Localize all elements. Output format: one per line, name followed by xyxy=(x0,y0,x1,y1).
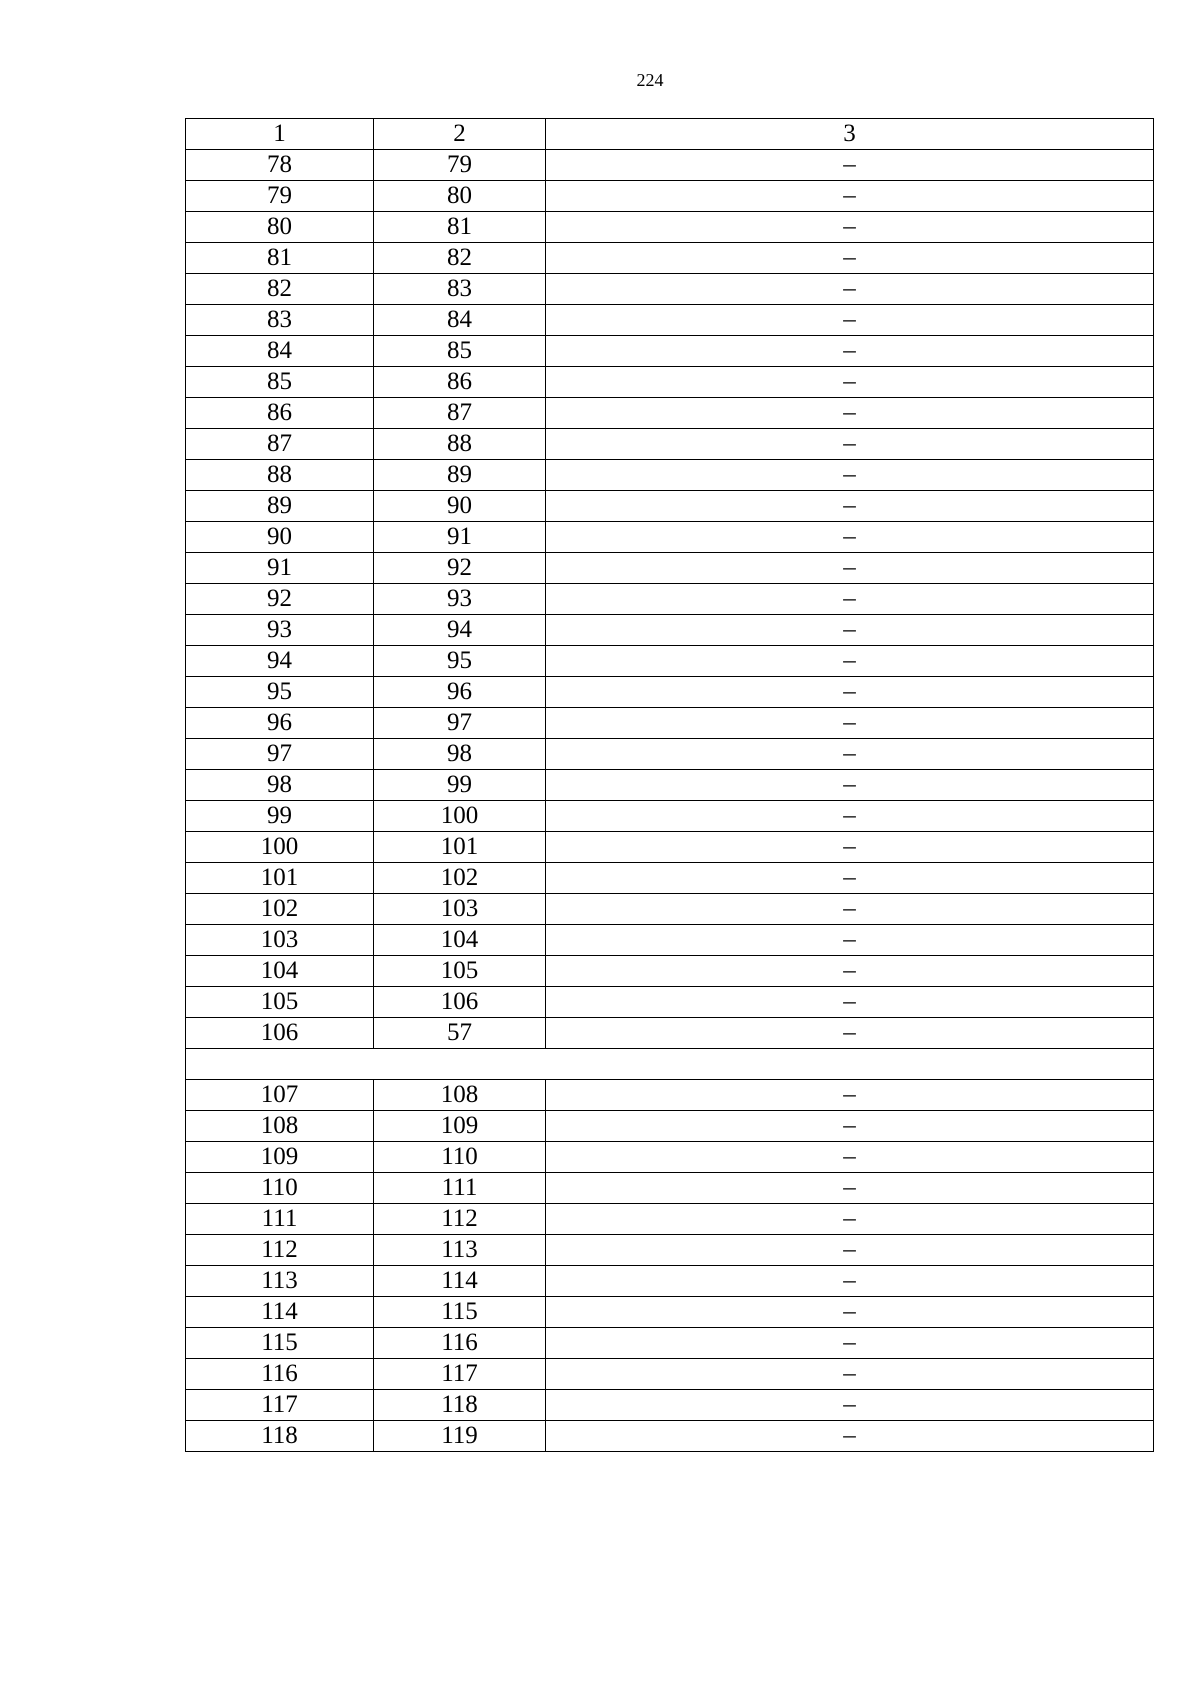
table-cell-col-3: – xyxy=(546,1018,1154,1049)
table-cell-col-2: 98 xyxy=(374,739,546,770)
table-cell-col-2: 97 xyxy=(374,708,546,739)
table-cell-col-3: – xyxy=(546,553,1154,584)
table-cell-col-3: – xyxy=(546,460,1154,491)
table-row xyxy=(186,491,1154,522)
table-cell-col-2: 80 xyxy=(374,181,546,212)
table-cell-col-1: 85 xyxy=(186,367,374,398)
column-header-3: 3 xyxy=(546,119,1154,150)
table-cell-col-1: 116 xyxy=(186,1359,374,1390)
table-cell-col-1: 78 xyxy=(186,150,374,181)
table-row xyxy=(186,181,1154,212)
table-cell-col-2: 86 xyxy=(374,367,546,398)
table-cell-col-2: 57 xyxy=(374,1018,546,1049)
table-row xyxy=(186,925,1154,956)
table-row xyxy=(186,460,1154,491)
table-row xyxy=(186,1204,1154,1235)
table-cell-col-3: – xyxy=(546,1080,1154,1111)
table-row xyxy=(186,1266,1154,1297)
table-cell-col-3: – xyxy=(546,1266,1154,1297)
table-cell-col-3: – xyxy=(546,739,1154,770)
table-row xyxy=(186,1235,1154,1266)
table-cell-col-2: 89 xyxy=(374,460,546,491)
section-separator-cell xyxy=(186,1049,1154,1080)
table-cell-col-2: 103 xyxy=(374,894,546,925)
table-cell-col-1: 87 xyxy=(186,429,374,460)
table-cell-col-3: – xyxy=(546,832,1154,863)
table-cell-col-3: – xyxy=(546,336,1154,367)
table-cell-col-3: – xyxy=(546,212,1154,243)
table-cell-col-1: 83 xyxy=(186,305,374,336)
table-cell-col-1: 112 xyxy=(186,1235,374,1266)
table-cell-col-3: – xyxy=(546,274,1154,305)
table-row xyxy=(186,398,1154,429)
table-cell-col-1: 103 xyxy=(186,925,374,956)
table-row xyxy=(186,429,1154,460)
table-cell-col-3: – xyxy=(546,1359,1154,1390)
table-cell-col-2: 117 xyxy=(374,1359,546,1390)
table-cell-col-2: 110 xyxy=(374,1142,546,1173)
table-cell-col-3: – xyxy=(546,1421,1154,1452)
table-cell-col-1: 100 xyxy=(186,832,374,863)
table-row xyxy=(186,801,1154,832)
table-row xyxy=(186,708,1154,739)
table-row xyxy=(186,956,1154,987)
table-cell-col-1: 109 xyxy=(186,1142,374,1173)
table-cell-col-1: 105 xyxy=(186,987,374,1018)
table-row xyxy=(186,150,1154,181)
table-cell-col-1: 110 xyxy=(186,1173,374,1204)
table-cell-col-2: 113 xyxy=(374,1235,546,1266)
table-row xyxy=(186,832,1154,863)
page-number: 224 xyxy=(636,70,664,90)
table-cell-col-1: 82 xyxy=(186,274,374,305)
table-row xyxy=(186,336,1154,367)
table-cell-col-3: – xyxy=(546,243,1154,274)
table-row xyxy=(186,987,1154,1018)
table-row xyxy=(186,894,1154,925)
table-cell-col-1: 81 xyxy=(186,243,374,274)
table-cell-col-2: 108 xyxy=(374,1080,546,1111)
table-cell-col-2: 95 xyxy=(374,646,546,677)
table-row xyxy=(186,522,1154,553)
table-cell-col-1: 115 xyxy=(186,1328,374,1359)
table-cell-col-2: 92 xyxy=(374,553,546,584)
table-cell-col-3: – xyxy=(546,398,1154,429)
table-cell-col-2: 94 xyxy=(374,615,546,646)
table-row xyxy=(186,1018,1154,1049)
table-header-row xyxy=(186,119,1154,150)
table-row xyxy=(186,1328,1154,1359)
table-cell-col-2: 111 xyxy=(374,1173,546,1204)
table-cell-col-1: 80 xyxy=(186,212,374,243)
table-cell-col-1: 79 xyxy=(186,181,374,212)
table-cell-col-1: 102 xyxy=(186,894,374,925)
table-cell-col-1: 90 xyxy=(186,522,374,553)
table-cell-col-2: 104 xyxy=(374,925,546,956)
table-cell-col-1: 94 xyxy=(186,646,374,677)
table-cell-col-2: 101 xyxy=(374,832,546,863)
table-cell-col-2: 87 xyxy=(374,398,546,429)
table-row xyxy=(186,863,1154,894)
table-cell-col-1: 114 xyxy=(186,1297,374,1328)
table-cell-col-3: – xyxy=(546,894,1154,925)
table-cell-col-3: – xyxy=(546,305,1154,336)
table-row xyxy=(186,1080,1154,1111)
table-cell-col-1: 96 xyxy=(186,708,374,739)
table-cell-col-1: 84 xyxy=(186,336,374,367)
table-cell-col-1: 117 xyxy=(186,1390,374,1421)
table-cell-col-3: – xyxy=(546,1297,1154,1328)
table-cell-col-2: 85 xyxy=(374,336,546,367)
table-cell-col-2: 105 xyxy=(374,956,546,987)
table-cell-col-2: 115 xyxy=(374,1297,546,1328)
table-cell-col-1: 118 xyxy=(186,1421,374,1452)
table-cell-col-3: – xyxy=(546,708,1154,739)
table-row xyxy=(186,1111,1154,1142)
table-cell-col-2: 102 xyxy=(374,863,546,894)
table-cell-col-3: – xyxy=(546,1111,1154,1142)
table-cell-col-1: 86 xyxy=(186,398,374,429)
table-cell-col-2: 100 xyxy=(374,801,546,832)
table-row xyxy=(186,1297,1154,1328)
column-header-2: 2 xyxy=(374,119,546,150)
data-table-container xyxy=(185,118,1153,1452)
table-row xyxy=(186,305,1154,336)
table-cell-col-3: – xyxy=(546,987,1154,1018)
table-cell-col-3: – xyxy=(546,1204,1154,1235)
table-cell-col-3: – xyxy=(546,615,1154,646)
table-cell-col-3: – xyxy=(546,1328,1154,1359)
table-cell-col-1: 113 xyxy=(186,1266,374,1297)
table-row xyxy=(186,243,1154,274)
table-cell-col-1: 108 xyxy=(186,1111,374,1142)
table-cell-col-1: 101 xyxy=(186,863,374,894)
table-body xyxy=(186,119,1154,1452)
table-cell-col-3: – xyxy=(546,1235,1154,1266)
table-cell-col-2: 116 xyxy=(374,1328,546,1359)
table-row xyxy=(186,615,1154,646)
table-cell-col-2: 91 xyxy=(374,522,546,553)
table-cell-col-2: 106 xyxy=(374,987,546,1018)
table-row xyxy=(186,212,1154,243)
table-row xyxy=(186,1142,1154,1173)
table-cell-col-1: 111 xyxy=(186,1204,374,1235)
table-cell-col-3: – xyxy=(546,181,1154,212)
table-cell-col-2: 83 xyxy=(374,274,546,305)
table-cell-col-3: – xyxy=(546,584,1154,615)
table-row xyxy=(186,1421,1154,1452)
table-cell-col-3: – xyxy=(546,1173,1154,1204)
table-cell-col-1: 91 xyxy=(186,553,374,584)
table-cell-col-3: – xyxy=(546,1390,1154,1421)
table-cell-col-3: – xyxy=(546,770,1154,801)
table-cell-col-1: 97 xyxy=(186,739,374,770)
table-cell-col-1: 106 xyxy=(186,1018,374,1049)
table-row xyxy=(186,584,1154,615)
data-table xyxy=(185,118,1154,1452)
table-row xyxy=(186,1173,1154,1204)
table-cell-col-1: 95 xyxy=(186,677,374,708)
table-cell-col-1: 89 xyxy=(186,491,374,522)
table-cell-col-2: 84 xyxy=(374,305,546,336)
table-cell-col-2: 112 xyxy=(374,1204,546,1235)
column-header-1: 1 xyxy=(186,119,374,150)
table-cell-col-3: – xyxy=(546,522,1154,553)
table-row xyxy=(186,1359,1154,1390)
table-cell-col-3: – xyxy=(546,925,1154,956)
table-cell-col-1: 98 xyxy=(186,770,374,801)
table-cell-col-2: 93 xyxy=(374,584,546,615)
table-cell-col-2: 79 xyxy=(374,150,546,181)
table-row xyxy=(186,1390,1154,1421)
table-cell-col-1: 107 xyxy=(186,1080,374,1111)
section-separator-row xyxy=(186,1049,1154,1080)
table-cell-col-1: 104 xyxy=(186,956,374,987)
table-cell-col-1: 92 xyxy=(186,584,374,615)
table-cell-col-3: – xyxy=(546,1142,1154,1173)
table-cell-col-3: – xyxy=(546,677,1154,708)
table-row xyxy=(186,367,1154,398)
table-cell-col-2: 114 xyxy=(374,1266,546,1297)
table-cell-col-3: – xyxy=(546,150,1154,181)
table-cell-col-2: 99 xyxy=(374,770,546,801)
table-cell-col-3: – xyxy=(546,801,1154,832)
table-row xyxy=(186,770,1154,801)
table-cell-col-2: 81 xyxy=(374,212,546,243)
table-cell-col-2: 82 xyxy=(374,243,546,274)
table-cell-col-2: 109 xyxy=(374,1111,546,1142)
table-cell-col-2: 119 xyxy=(374,1421,546,1452)
table-row xyxy=(186,677,1154,708)
table-cell-col-3: – xyxy=(546,491,1154,522)
table-cell-col-3: – xyxy=(546,429,1154,460)
table-row xyxy=(186,274,1154,305)
table-cell-col-2: 96 xyxy=(374,677,546,708)
table-cell-col-3: – xyxy=(546,367,1154,398)
table-cell-col-2: 88 xyxy=(374,429,546,460)
table-row xyxy=(186,739,1154,770)
table-cell-col-1: 93 xyxy=(186,615,374,646)
table-row xyxy=(186,646,1154,677)
table-cell-col-1: 88 xyxy=(186,460,374,491)
table-cell-col-2: 90 xyxy=(374,491,546,522)
table-cell-col-3: – xyxy=(546,956,1154,987)
table-cell-col-3: – xyxy=(546,646,1154,677)
table-cell-col-2: 118 xyxy=(374,1390,546,1421)
table-cell-col-3: – xyxy=(546,863,1154,894)
table-row xyxy=(186,553,1154,584)
table-cell-col-1: 99 xyxy=(186,801,374,832)
